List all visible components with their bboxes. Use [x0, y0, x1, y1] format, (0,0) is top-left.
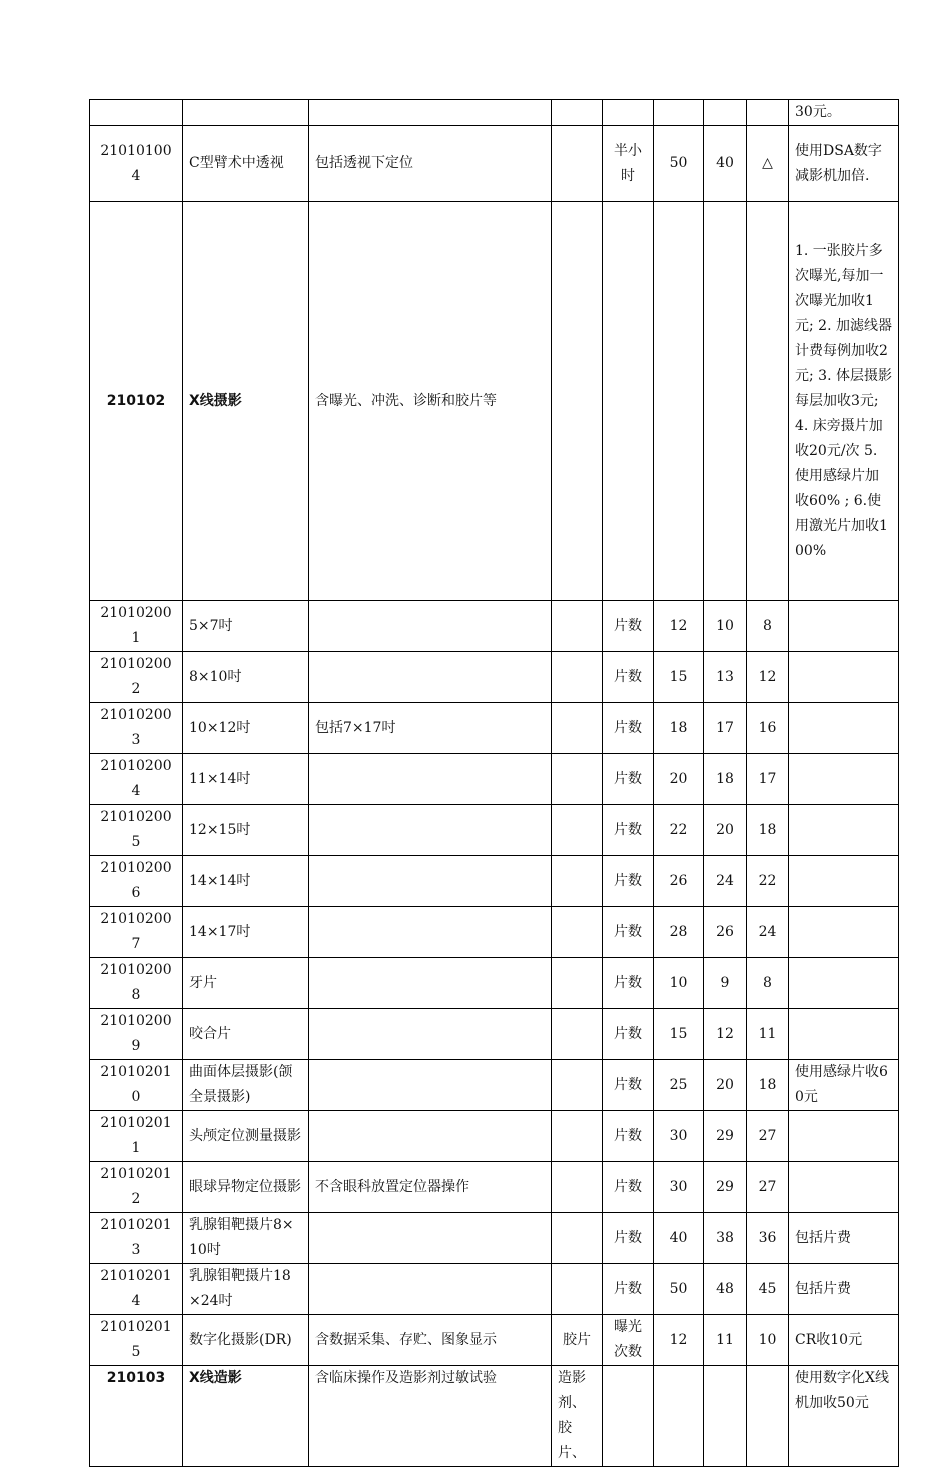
price-3-cell	[747, 100, 789, 126]
name-cell: 8×10吋	[183, 652, 309, 703]
content-cell	[309, 907, 552, 958]
name-cell: 5×7吋	[183, 601, 309, 652]
note-cell	[789, 601, 899, 652]
note-cell	[789, 1111, 899, 1162]
unit-cell	[603, 100, 654, 126]
table-row	[90, 703, 899, 754]
note-cell	[789, 703, 899, 754]
unit-cell: 曝光次数	[603, 1315, 654, 1366]
name-cell: 12×15吋	[183, 805, 309, 856]
name-cell: 曲面体层摄影(颌全景摄影)	[183, 1060, 309, 1111]
price-3-cell: 8	[747, 601, 789, 652]
code-cell: 210102007	[90, 907, 183, 958]
exclusion-cell	[552, 1162, 603, 1213]
unit-cell: 片数	[603, 1264, 654, 1315]
price-3-cell: 27	[747, 1162, 789, 1213]
note-cell	[789, 907, 899, 958]
code-cell: 210102001	[90, 601, 183, 652]
price-3-cell: 45	[747, 1264, 789, 1315]
unit-cell: 片数	[603, 1009, 654, 1060]
code-cell: 210102002	[90, 652, 183, 703]
table-row	[90, 958, 899, 1009]
exclusion-cell	[552, 1060, 603, 1111]
note-cell	[789, 805, 899, 856]
table-row	[90, 1366, 899, 1467]
content-cell	[309, 805, 552, 856]
unit-cell: 片数	[603, 1060, 654, 1111]
price-2-cell: 24	[704, 856, 747, 907]
price-2-cell: 29	[704, 1162, 747, 1213]
content-cell	[309, 1060, 552, 1111]
name-cell: X线造影	[183, 1366, 309, 1467]
price-3-cell: 12	[747, 652, 789, 703]
price-1-cell: 10	[654, 958, 704, 1009]
note-cell: 30元。	[789, 100, 899, 126]
price-1-cell: 28	[654, 907, 704, 958]
note-cell: 包括片费	[789, 1264, 899, 1315]
name-cell: 数字化摄影(DR)	[183, 1315, 309, 1366]
note-cell: 1. 一张胶片多次曝光,每加一次曝光加收1元; 2. 加滤线器计费每例加收2元; 3. 体层摄影每层加收3元; 4. 床旁摄片加收20元/次 5. 使用感绿片加收60% ; 6.使用激光片加收100%	[789, 202, 899, 601]
unit-cell	[603, 202, 654, 601]
exclusion-cell	[552, 907, 603, 958]
price-1-cell	[654, 202, 704, 601]
price-2-cell	[704, 202, 747, 601]
exclusion-cell	[552, 1009, 603, 1060]
exclusion-cell	[552, 856, 603, 907]
note-cell	[789, 754, 899, 805]
note-cell: CR收10元	[789, 1315, 899, 1366]
name-cell	[183, 100, 309, 126]
price-2-cell: 29	[704, 1111, 747, 1162]
name-cell: 10×12吋	[183, 703, 309, 754]
content-cell	[309, 1111, 552, 1162]
price-2-cell	[704, 1366, 747, 1467]
code-cell	[90, 100, 183, 126]
price-3-cell: 18	[747, 1060, 789, 1111]
note-cell	[789, 856, 899, 907]
name-cell: X线摄影	[183, 202, 309, 601]
content-cell	[309, 958, 552, 1009]
table-row	[90, 1315, 899, 1366]
table-row	[90, 1060, 899, 1111]
price-1-cell: 26	[654, 856, 704, 907]
table-row	[90, 1009, 899, 1060]
table-row	[90, 202, 899, 601]
price-3-cell: 17	[747, 754, 789, 805]
unit-cell: 片数	[603, 907, 654, 958]
table-row	[90, 1213, 899, 1264]
note-cell: 使用感绿片收60元	[789, 1060, 899, 1111]
content-cell: 包括透视下定位	[309, 126, 552, 202]
price-1-cell: 22	[654, 805, 704, 856]
name-cell: 牙片	[183, 958, 309, 1009]
code-cell: 210102	[90, 202, 183, 601]
price-2-cell: 26	[704, 907, 747, 958]
price-3-cell: 24	[747, 907, 789, 958]
price-1-cell: 30	[654, 1111, 704, 1162]
unit-cell: 片数	[603, 754, 654, 805]
exclusion-cell	[552, 703, 603, 754]
unit-cell: 半小时	[603, 126, 654, 202]
code-cell: 210102006	[90, 856, 183, 907]
price-3-cell: △	[747, 126, 789, 202]
code-cell: 210102008	[90, 958, 183, 1009]
table-row	[90, 805, 899, 856]
price-2-cell	[704, 100, 747, 126]
exclusion-cell	[552, 958, 603, 1009]
exclusion-cell	[552, 652, 603, 703]
content-cell	[309, 652, 552, 703]
unit-cell: 片数	[603, 652, 654, 703]
content-cell	[309, 601, 552, 652]
exclusion-cell	[552, 126, 603, 202]
note-cell: 包括片费	[789, 1213, 899, 1264]
name-cell: 14×14吋	[183, 856, 309, 907]
exclusion-cell	[552, 1111, 603, 1162]
price-3-cell	[747, 1366, 789, 1467]
code-cell: 210102012	[90, 1162, 183, 1213]
exclusion-cell	[552, 100, 603, 126]
exclusion-cell	[552, 1213, 603, 1264]
note-cell: 使用DSA数字减影机加倍.	[789, 126, 899, 202]
price-3-cell: 11	[747, 1009, 789, 1060]
price-1-cell: 30	[654, 1162, 704, 1213]
price-1-cell: 18	[654, 703, 704, 754]
table-row	[90, 652, 899, 703]
price-3-cell: 27	[747, 1111, 789, 1162]
price-2-cell: 9	[704, 958, 747, 1009]
name-cell: 14×17吋	[183, 907, 309, 958]
table-row	[90, 1162, 899, 1213]
price-2-cell: 20	[704, 805, 747, 856]
content-cell	[309, 1213, 552, 1264]
unit-cell: 片数	[603, 856, 654, 907]
unit-cell: 片数	[603, 703, 654, 754]
content-cell: 含曝光、冲洗、诊断和胶片等	[309, 202, 552, 601]
price-1-cell: 40	[654, 1213, 704, 1264]
exclusion-cell	[552, 1264, 603, 1315]
unit-cell: 片数	[603, 601, 654, 652]
content-cell: 含数据采集、存贮、图象显示	[309, 1315, 552, 1366]
content-cell: 含临床操作及造影剂过敏试验	[309, 1366, 552, 1467]
unit-cell: 片数	[603, 1162, 654, 1213]
name-cell: 11×14吋	[183, 754, 309, 805]
exclusion-cell	[552, 601, 603, 652]
code-cell: 210102004	[90, 754, 183, 805]
table-row	[90, 907, 899, 958]
price-1-cell: 15	[654, 652, 704, 703]
price-2-cell: 10	[704, 601, 747, 652]
name-cell: 乳腺钼靶摄片8×10吋	[183, 1213, 309, 1264]
price-2-cell: 11	[704, 1315, 747, 1366]
name-cell: 乳腺钼靶摄片18×24吋	[183, 1264, 309, 1315]
exclusion-cell	[552, 202, 603, 601]
price-3-cell: 10	[747, 1315, 789, 1366]
price-2-cell: 40	[704, 126, 747, 202]
code-cell: 210101004	[90, 126, 183, 202]
price-1-cell: 50	[654, 1264, 704, 1315]
price-1-cell: 25	[654, 1060, 704, 1111]
content-cell	[309, 1009, 552, 1060]
unit-cell: 片数	[603, 958, 654, 1009]
content-cell	[309, 100, 552, 126]
name-cell: 头颅定位测量摄影	[183, 1111, 309, 1162]
table-row	[90, 1111, 899, 1162]
table-row	[90, 100, 899, 126]
name-cell: 眼球异物定位摄影	[183, 1162, 309, 1213]
code-cell: 210102003	[90, 703, 183, 754]
content-cell	[309, 1264, 552, 1315]
unit-cell	[603, 1366, 654, 1467]
table-row	[90, 1264, 899, 1315]
content-cell	[309, 856, 552, 907]
unit-cell: 片数	[603, 1213, 654, 1264]
code-cell: 210102010	[90, 1060, 183, 1111]
price-2-cell: 13	[704, 652, 747, 703]
code-cell: 210102014	[90, 1264, 183, 1315]
price-1-cell	[654, 1366, 704, 1467]
code-cell: 210102015	[90, 1315, 183, 1366]
unit-cell: 片数	[603, 1111, 654, 1162]
price-2-cell: 18	[704, 754, 747, 805]
exclusion-cell: 造影剂、胶片、	[552, 1366, 603, 1467]
table-row	[90, 754, 899, 805]
note-cell	[789, 1162, 899, 1213]
note-cell: 使用数字化X线机加收50元	[789, 1366, 899, 1467]
table-row	[90, 126, 899, 202]
price-3-cell: 16	[747, 703, 789, 754]
price-1-cell: 50	[654, 126, 704, 202]
name-cell: C型臂术中透视	[183, 126, 309, 202]
price-1-cell: 20	[654, 754, 704, 805]
price-3-cell: 18	[747, 805, 789, 856]
price-3-cell: 36	[747, 1213, 789, 1264]
content-cell: 不含眼科放置定位器操作	[309, 1162, 552, 1213]
price-2-cell: 17	[704, 703, 747, 754]
price-table	[89, 99, 899, 1467]
note-cell	[789, 958, 899, 1009]
price-3-cell	[747, 202, 789, 601]
price-1-cell: 15	[654, 1009, 704, 1060]
table-row	[90, 856, 899, 907]
code-cell: 210102013	[90, 1213, 183, 1264]
content-cell	[309, 754, 552, 805]
exclusion-cell	[552, 754, 603, 805]
price-2-cell: 20	[704, 1060, 747, 1111]
price-2-cell: 12	[704, 1009, 747, 1060]
price-3-cell: 22	[747, 856, 789, 907]
code-cell: 210102009	[90, 1009, 183, 1060]
note-cell	[789, 1009, 899, 1060]
price-1-cell: 12	[654, 1315, 704, 1366]
price-1-cell	[654, 100, 704, 126]
price-2-cell: 48	[704, 1264, 747, 1315]
price-1-cell: 12	[654, 601, 704, 652]
note-cell	[789, 652, 899, 703]
table-row	[90, 601, 899, 652]
code-cell: 210102011	[90, 1111, 183, 1162]
price-3-cell: 8	[747, 958, 789, 1009]
content-cell: 包括7×17吋	[309, 703, 552, 754]
unit-cell: 片数	[603, 805, 654, 856]
code-cell: 210102005	[90, 805, 183, 856]
exclusion-cell	[552, 805, 603, 856]
price-2-cell: 38	[704, 1213, 747, 1264]
name-cell: 咬合片	[183, 1009, 309, 1060]
exclusion-cell: 胶片	[552, 1315, 603, 1366]
code-cell: 210103	[90, 1366, 183, 1467]
